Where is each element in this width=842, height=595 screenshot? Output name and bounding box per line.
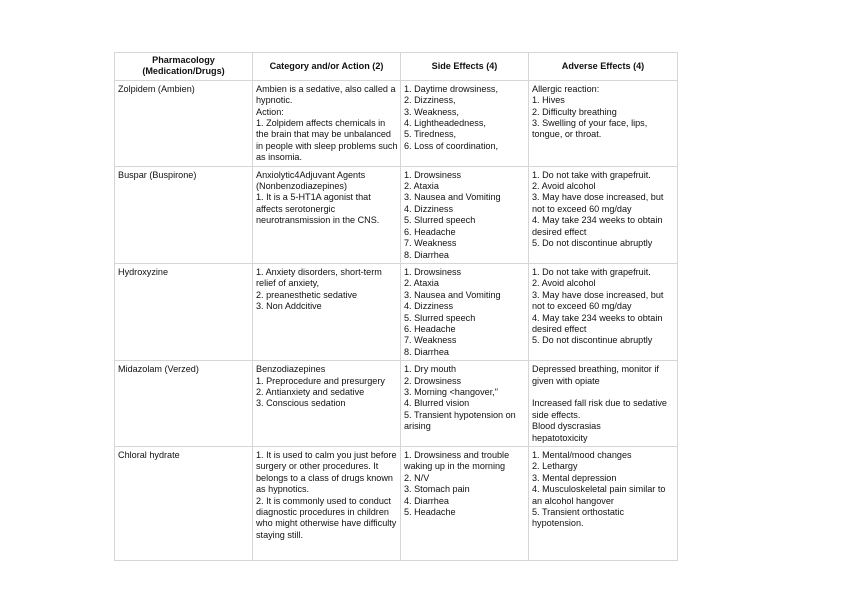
cell-line: 1. Zolpidem affects chemicals in the brain that may be unbalanced in people with sleep problems such as insomia. — [256, 118, 398, 163]
side-effects-cell — [401, 361, 529, 447]
cell-line: Benzodiazepines — [256, 364, 326, 375]
adverse-effects-cell — [529, 263, 678, 360]
table-row — [115, 80, 678, 166]
table-row — [115, 166, 678, 263]
cell-line: 5. Slurred speech — [404, 215, 476, 226]
cell-line: 2. Avoid alcohol — [532, 278, 596, 289]
cell-line: 2. preanesthetic sedative — [256, 289, 358, 300]
cell-line: 2. Ataxia — [404, 181, 439, 192]
cell-line: 4. Blurred vision — [404, 398, 470, 409]
cell-line: 3. Nausea and Vomiting — [404, 289, 501, 300]
cell-line: Action: — [256, 106, 284, 117]
cell-line: 2. Avoid alcohol — [532, 181, 596, 192]
cell-line: 5. Slurred speech — [404, 312, 476, 323]
cell-line: 1. Hives — [532, 95, 565, 106]
cell-line: 2. Dizziness, — [404, 95, 456, 106]
cell-line: Increased fall risk due to sedative side effects. — [532, 398, 667, 420]
cell-line: 5. Transient hypotension on arising — [404, 409, 516, 432]
table-row — [115, 446, 678, 560]
cell-line: 7. Weakness — [404, 335, 457, 346]
cell-line: 3. Non Addcitive — [256, 301, 322, 312]
side-effects-cell — [401, 446, 529, 560]
cell-line: 4. Dizziness — [404, 203, 454, 214]
cell-line: 2. Lethargy — [532, 461, 578, 472]
cell-line: Depressed breathing, monitor if given with opiate — [532, 364, 659, 386]
header-side-effects: Side Effects (4) — [401, 53, 529, 81]
cell-line: (Nonbenzodiazepines) — [256, 181, 347, 192]
cell-line: 1. Drowsiness — [404, 266, 462, 277]
category-cell — [253, 361, 401, 447]
cell-line: 1. It is used to calm you just before surgery or other procedures. It belongs to a class of drugs known as hypnotics. — [256, 449, 397, 495]
category-cell — [253, 166, 401, 263]
cell-line: 2. Difficulty breathing — [532, 106, 617, 117]
cell-line: 3. Weakness, — [404, 106, 459, 117]
drug-name-cell: Buspar (Buspirone) — [115, 166, 253, 263]
cell-line: 1. Drowsiness — [404, 169, 462, 180]
cell-line: 3. Mental depression — [532, 472, 617, 483]
cell-line: 1. It is a 5-HT1A agonist that affects serotonergic neurotransmission in the CNS. — [256, 192, 380, 226]
header-adverse-effects: Adverse Effects (4) — [529, 53, 678, 81]
side-effects-cell — [401, 263, 529, 360]
cell-line: 4. Dizziness — [404, 301, 454, 312]
cell-line: hepatotoxicity — [532, 432, 588, 443]
cell-line: Allergic reaction: — [532, 83, 600, 94]
cell-line: 3. May have dose increased, but not to exceed 60 mg/day — [532, 289, 664, 312]
cell-line: 2. Ataxia — [404, 278, 439, 289]
cell-line: 3. May have dose increased, but not to exceed 60 mg/day — [532, 192, 664, 214]
cell-line: 7. Weakness — [404, 238, 457, 249]
side-effects-cell — [401, 80, 529, 166]
cell-line: 1. Do not take with grapefruit. — [532, 266, 651, 277]
cell-line: 5. Do not discontinue abruptly — [532, 335, 653, 346]
cell-line: 6. Headache — [404, 323, 456, 334]
cell-line: 1. Drowsiness and trouble waking up in the morning — [404, 449, 510, 472]
cell-line: 2. Antianxiety and sedative — [256, 386, 365, 397]
cell-line: 1. Daytime drowsiness, — [404, 83, 499, 94]
header-category: Category and/or Action (2) — [253, 53, 401, 81]
cell-line: 5. Do not discontinue abruptly — [532, 238, 653, 249]
cell-line: 1. Dry mouth — [404, 364, 457, 375]
cell-line: 5. Transient orthostatic hypotension. — [532, 507, 624, 529]
cell-line: 1. Anxiety disorders, short-term relief of anxiety, — [256, 266, 382, 289]
header-row — [115, 53, 678, 81]
cell-line: 5. Tiredness, — [404, 129, 457, 140]
cell-line: 4. May take 234 weeks to obtain desired effect — [532, 215, 663, 237]
cell-line: 3. Swelling of your face, lips, tongue, or throat. — [532, 118, 648, 140]
adverse-effects-cell — [529, 80, 678, 166]
drug-name-cell: Zolpidem (Ambien) — [115, 80, 253, 166]
side-effects-cell — [401, 166, 529, 263]
cell-line: 2. It is commonly used to conduct diagnostic procedures in children who might otherwise have difficulty staying still. — [256, 495, 397, 540]
adverse-effects-cell — [529, 361, 678, 447]
cell-line: 2. N/V — [404, 472, 430, 483]
cell-line: 3. Conscious sedation — [256, 398, 346, 409]
cell-line: 8. Diarrhea — [404, 249, 449, 260]
header-medication — [115, 53, 253, 81]
cell-line: 5. Headache — [404, 507, 456, 518]
drug-name-cell: Midazolam (Verzed) — [115, 361, 253, 447]
cell-line: Blood dyscrasias — [532, 421, 601, 432]
cell-line: 2. Drowsiness — [404, 375, 462, 386]
cell-line: 1. Do not take with grapefruit. — [532, 169, 651, 180]
drug-name-cell: Hydroxyzine — [115, 263, 253, 360]
pharmacology-table — [114, 52, 678, 561]
cell-line: 6. Headache — [404, 226, 456, 237]
cell-line: Anxiolytic4Adjuvant Agents — [256, 169, 366, 180]
cell-line: 3. Morning <hangover," — [404, 386, 498, 397]
cell-line: 4. May take 234 weeks to obtain desired effect — [532, 312, 663, 334]
category-cell — [253, 80, 401, 166]
adverse-effects-cell — [529, 446, 678, 560]
header-medication-line1: Pharmacology — [152, 55, 215, 65]
cell-line: 4. Lightheadedness, — [404, 118, 486, 129]
category-cell — [253, 446, 401, 560]
drug-name-cell: Chloral hydrate — [115, 446, 253, 560]
cell-line: 1. Mental/mood changes — [532, 449, 632, 460]
adverse-effects-cell — [529, 166, 678, 263]
cell-line — [532, 387, 675, 398]
cell-line: Ambien is a sedative, also called a hypnotic. — [256, 83, 396, 106]
table-row — [115, 263, 678, 360]
cell-line: 3. Stomach pain — [404, 484, 470, 495]
cell-line: 3. Nausea and Vomiting — [404, 192, 501, 203]
cell-line: 6. Loss of coordination, — [404, 140, 499, 151]
category-cell — [253, 263, 401, 360]
cell-line: 1. Preprocedure and presurgery — [256, 375, 385, 386]
cell-line: 4. Musculoskeletal pain similar to an alcohol hangover — [532, 484, 666, 506]
cell-line: 4. Diarrhea — [404, 495, 449, 506]
header-medication-line2: (Medication/Drugs) — [142, 66, 225, 77]
table-row — [115, 361, 678, 447]
cell-line: 8. Diarrhea — [404, 346, 449, 357]
